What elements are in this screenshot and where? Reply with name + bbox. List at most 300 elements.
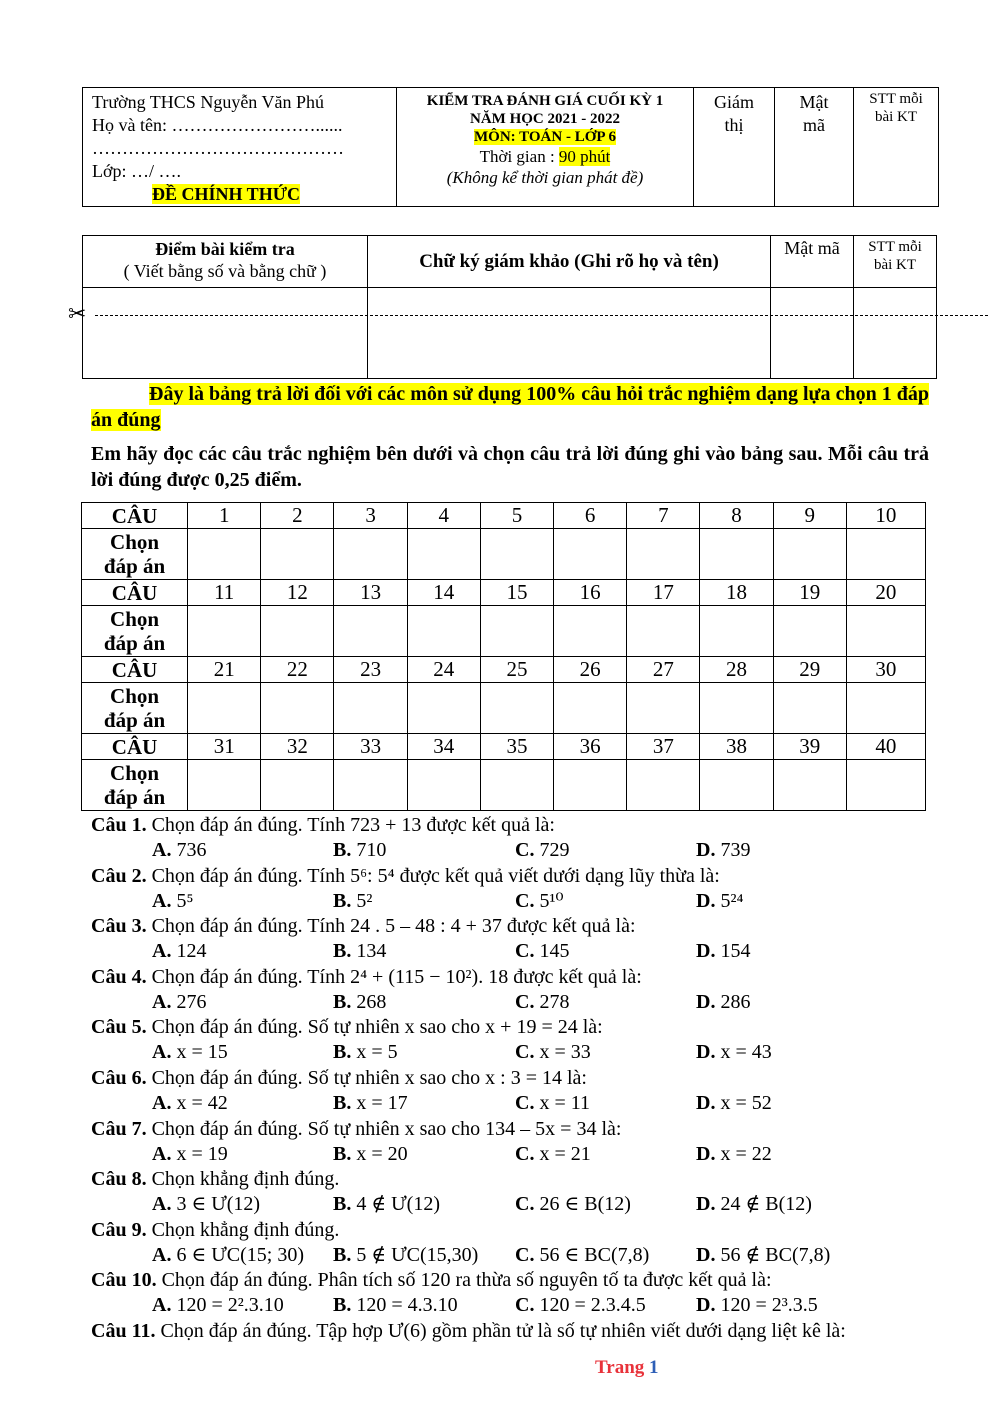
option-value: x = 17: [356, 1092, 408, 1114]
option-letter: D.: [696, 1243, 716, 1266]
question-label: Câu 6.: [91, 1067, 147, 1089]
option-letter: B.: [333, 1142, 352, 1165]
option-value: 120 = 2³.3.5: [720, 1294, 818, 1317]
stt-label: STT mỗi: [869, 91, 923, 107]
answer-cell[interactable]: [627, 683, 700, 734]
question-11: [91, 1319, 846, 1343]
answer-grid: [81, 502, 926, 811]
option-letter: B.: [333, 1243, 352, 1266]
question-number-cell: 4: [407, 503, 480, 529]
answer-label-line-2: đáp án: [103, 708, 166, 732]
scissors-icon: ✂: [68, 302, 87, 327]
option-b[interactable]: [333, 1091, 408, 1115]
question-text: Chọn đáp án đúng. Số tự nhiên x sao cho x : 3 = 14 là:: [146, 1067, 587, 1089]
question-number-row: [82, 580, 926, 606]
option-c[interactable]: [515, 1192, 631, 1216]
secret-input-cell[interactable]: [771, 288, 854, 379]
option-c[interactable]: [515, 889, 563, 913]
answer-cell[interactable]: [773, 760, 846, 811]
answer-cell[interactable]: [700, 606, 773, 657]
option-c[interactable]: [515, 838, 569, 862]
option-value: 3 ∈ Ư(12): [176, 1193, 261, 1216]
option-a[interactable]: [152, 1040, 228, 1064]
answer-cell[interactable]: [554, 760, 627, 811]
examiner-label: Giám: [714, 92, 754, 112]
question-number-cell: 29: [773, 657, 846, 683]
option-letter: D.: [696, 1041, 716, 1064]
question-label: Câu 3.: [91, 915, 147, 938]
option-letter: C.: [515, 889, 535, 912]
option-letter: B.: [333, 1041, 352, 1064]
answer-cell[interactable]: [480, 683, 553, 734]
option-value: 154: [720, 940, 751, 963]
answer-cell[interactable]: [334, 760, 407, 811]
score-table: [82, 235, 937, 379]
option-d[interactable]: [696, 939, 750, 963]
answer-cell[interactable]: [261, 683, 334, 734]
question-number-cell: 28: [700, 657, 773, 683]
option-value: 120 = 4.3.10: [356, 1294, 458, 1317]
option-letter: C.: [515, 990, 535, 1013]
answer-row: [82, 606, 926, 657]
option-letter: C.: [515, 1041, 535, 1064]
option-value: 286: [720, 990, 751, 1013]
option-value: 56 ∉ BC(7,8): [720, 1243, 831, 1266]
stt-input-cell[interactable]: [854, 288, 937, 379]
option-letter: B.: [333, 889, 352, 912]
option-c[interactable]: [515, 1142, 591, 1166]
option-letter: B.: [333, 839, 352, 861]
question-text: Chọn đáp án đúng. Tính 24 . 5 – 48 : 4 + 37 được kết quả là:: [146, 915, 636, 938]
class-line: Lớp: …/ ….: [92, 161, 182, 181]
option-value: 278: [539, 990, 570, 1013]
secret-code-cell: [775, 88, 854, 207]
answer-cell[interactable]: [188, 683, 261, 734]
option-letter: D.: [696, 940, 716, 963]
option-value: 736: [176, 839, 207, 861]
answer-cell[interactable]: [407, 606, 480, 657]
student-info-cell: [83, 88, 397, 207]
option-b[interactable]: [333, 1192, 440, 1216]
answer-cell[interactable]: [261, 606, 334, 657]
page-word: Trang: [595, 1357, 650, 1378]
question-number-cell: 33: [334, 734, 407, 760]
instruction-text: Em hãy đọc các câu trắc nghiệm bên dưới và chọn câu trả lời đúng ghi vào bảng sau. Mỗi câu trả lời đúng được 0,25 điểm.: [91, 443, 929, 491]
question-2: [91, 864, 720, 888]
option-a[interactable]: [152, 939, 206, 963]
option-letter: A.: [152, 1092, 172, 1114]
question-number-cell: 38: [700, 734, 773, 760]
page-footer: [595, 1357, 659, 1379]
option-letter: A.: [152, 1294, 172, 1317]
cut-line: [95, 315, 988, 316]
option-value: x = 11: [539, 1092, 590, 1114]
question-label: Câu 8.: [91, 1168, 147, 1191]
question-number-cell: 3: [334, 503, 407, 529]
notice-paragraph: [91, 381, 929, 433]
option-c[interactable]: [515, 939, 569, 963]
option-a[interactable]: [152, 1142, 228, 1166]
question-number-cell: 23: [334, 657, 407, 683]
option-letter: D.: [696, 1294, 716, 1317]
question-text: Chọn đáp án đúng. Số tự nhiên x sao cho 134 – 5x = 34 là:: [146, 1117, 622, 1140]
question-1: [91, 813, 555, 837]
option-a[interactable]: [152, 1293, 284, 1317]
question-number-cell: 34: [407, 734, 480, 760]
stt-header-label-2: bài KT: [873, 257, 917, 273]
answer-row: [82, 760, 926, 811]
option-c[interactable]: [515, 1040, 591, 1064]
option-letter: B.: [333, 1294, 352, 1317]
question-number-cell: 36: [554, 734, 627, 760]
option-value: 4 ∉ Ư(12): [356, 1193, 440, 1216]
question-text: Chọn đáp án đúng. Số tự nhiên x sao cho x + 19 = 24 là:: [146, 1016, 603, 1039]
answer-cell[interactable]: [773, 683, 846, 734]
option-letter: A.: [152, 1142, 172, 1165]
option-a[interactable]: [152, 889, 193, 913]
question-label: Câu 11.: [91, 1320, 156, 1342]
question-number-cell: 6: [554, 503, 627, 529]
question-label: Câu 1.: [91, 814, 147, 836]
option-d[interactable]: [696, 1091, 772, 1115]
answer-cell[interactable]: [846, 760, 925, 811]
question-text: Chọn khẳng định đúng.: [146, 1218, 340, 1241]
dots-line: ……………………………………: [92, 138, 344, 158]
option-letter: D.: [696, 1142, 716, 1165]
option-value: x = 42: [176, 1092, 228, 1114]
question-text: Chọn đáp án đúng. Tập hợp Ư(6) gồm phần tử là số tự nhiên viết dưới dạng liệt kê là:: [155, 1320, 846, 1342]
time-note: (Không kể thời gian phát đề): [446, 168, 644, 187]
option-letter: B.: [333, 1193, 352, 1216]
student-name-line: Họ và tên: ……………………......: [92, 115, 343, 135]
question-number-cell: 25: [480, 657, 553, 683]
answer-label-line-2: đáp án: [103, 554, 166, 578]
answer-cell[interactable]: [261, 760, 334, 811]
question-number-cell: 19: [773, 580, 846, 606]
question-5: [91, 1015, 603, 1039]
answer-row: [82, 683, 926, 734]
row-label: CÂU: [82, 580, 188, 606]
answer-label: [82, 760, 188, 811]
option-value: 124: [176, 940, 207, 963]
option-value: 5²⁴: [720, 889, 744, 912]
answer-label: [82, 606, 188, 657]
option-b[interactable]: [333, 1142, 408, 1166]
question-number-row: [82, 734, 926, 760]
question-text: Chọn đáp án đúng. Phân tích số 120 ra thừa số nguyên tố ta được kết quả là:: [156, 1269, 772, 1292]
examiner-cell: [694, 88, 775, 207]
option-value: 134: [356, 940, 387, 963]
answer-cell[interactable]: [334, 606, 407, 657]
question-6: [91, 1066, 587, 1090]
answer-cell[interactable]: [480, 760, 553, 811]
question-label: Câu 4.: [91, 965, 147, 988]
option-value: 5⁵: [176, 889, 194, 912]
option-letter: A.: [152, 990, 172, 1013]
option-letter: D.: [696, 839, 716, 861]
option-a[interactable]: [152, 838, 206, 862]
row-label: CÂU: [82, 657, 188, 683]
option-letter: A.: [152, 1193, 172, 1216]
answer-cell[interactable]: [700, 529, 773, 580]
question-label: Câu 7.: [91, 1117, 147, 1140]
option-value: 120 = 2.3.4.5: [539, 1294, 646, 1317]
stt-cell: [854, 88, 939, 207]
notice-text: Đây là bảng trả lời đối với các môn sử dụng 100% câu hỏi trắc nghiệm dạng lựa chọn 1 đáp án đúng: [91, 383, 929, 431]
secret-code-label-2: mã: [803, 115, 825, 135]
question-text: Chọn đáp án đúng. Tính 2⁴ + (115 − 10²). 18 được kết quả là:: [146, 965, 642, 988]
answer-cell[interactable]: [700, 683, 773, 734]
question-label: Câu 9.: [91, 1218, 147, 1241]
question-number-row: [82, 657, 926, 683]
option-letter: C.: [515, 839, 535, 861]
option-letter: B.: [333, 1092, 352, 1114]
question-label: Câu 5.: [91, 1016, 147, 1039]
exam-info-cell: [397, 88, 694, 207]
answer-cell[interactable]: [407, 760, 480, 811]
question-number-cell: 32: [261, 734, 334, 760]
option-letter: C.: [515, 940, 535, 963]
question-number-cell: 20: [846, 580, 925, 606]
answer-cell[interactable]: [480, 529, 553, 580]
option-letter: D.: [696, 1092, 716, 1114]
score-header-cell: [83, 236, 368, 288]
answer-cell[interactable]: [334, 529, 407, 580]
answer-cell[interactable]: [554, 529, 627, 580]
page-number: 1: [649, 1357, 659, 1378]
option-d[interactable]: [696, 838, 750, 862]
answer-cell[interactable]: [554, 683, 627, 734]
question-text: Chọn khẳng định đúng.: [146, 1168, 340, 1191]
option-d[interactable]: [696, 1192, 812, 1216]
answer-cell[interactable]: [480, 606, 553, 657]
question-number-cell: 22: [261, 657, 334, 683]
option-value: 729: [539, 839, 570, 861]
option-letter: A.: [152, 940, 172, 963]
question-number-cell: 1: [188, 503, 261, 529]
stt-header-label: STT mỗi: [868, 239, 922, 255]
question-number-row: [82, 503, 926, 529]
question-number-cell: 7: [627, 503, 700, 529]
option-letter: C.: [515, 1243, 535, 1266]
option-letter: A.: [152, 1243, 172, 1266]
question-text: Chọn đáp án đúng. Tính 723 + 13 được kết quả là:: [146, 814, 555, 836]
answer-label-line-1: Chọn: [110, 530, 160, 554]
exam-title: KIỂM TRA ĐÁNH GIÁ CUỐI KỲ 1: [426, 93, 664, 109]
question-number-cell: 27: [627, 657, 700, 683]
answer-cell[interactable]: [407, 683, 480, 734]
option-letter: C.: [515, 1092, 535, 1114]
subject: MÔN: TOÁN - LỚP 6: [474, 129, 616, 145]
option-d[interactable]: [696, 1040, 772, 1064]
option-a[interactable]: [152, 1243, 304, 1267]
question-10: [91, 1268, 772, 1292]
question-number-cell: 21: [188, 657, 261, 683]
option-a[interactable]: [152, 990, 206, 1014]
answer-cell[interactable]: [846, 606, 925, 657]
question-number-cell: 11: [188, 580, 261, 606]
header-table: [82, 87, 939, 207]
question-number-cell: 39: [773, 734, 846, 760]
option-value: 268: [356, 990, 387, 1013]
answer-cell[interactable]: [188, 760, 261, 811]
question-number-cell: 5: [480, 503, 553, 529]
option-value: x = 22: [720, 1142, 772, 1165]
answer-cell[interactable]: [700, 760, 773, 811]
option-b[interactable]: [333, 838, 386, 862]
row-label: CÂU: [82, 503, 188, 529]
option-d[interactable]: [696, 1142, 772, 1166]
option-b[interactable]: [333, 1293, 458, 1317]
option-value: x = 19: [176, 1142, 228, 1165]
option-value: 6 ∈ ƯC(15; 30): [176, 1243, 304, 1266]
option-letter: D.: [696, 1193, 716, 1216]
option-b[interactable]: [333, 990, 386, 1014]
option-b[interactable]: [333, 939, 386, 963]
question-number-cell: 15: [480, 580, 553, 606]
examiner-label-2: thị: [724, 115, 744, 135]
school-name: Trường THCS Nguyễn Văn Phú: [92, 92, 324, 112]
option-c[interactable]: [515, 1293, 646, 1317]
school-year: NĂM HỌC 2021 - 2022: [470, 111, 620, 127]
question-4: [91, 965, 642, 989]
answer-cell[interactable]: [773, 606, 846, 657]
question-label: Câu 10.: [91, 1269, 157, 1292]
question-3: [91, 914, 636, 938]
answer-cell[interactable]: [334, 683, 407, 734]
question-number-cell: 24: [407, 657, 480, 683]
option-value: x = 21: [539, 1142, 591, 1165]
question-7: [91, 1117, 621, 1141]
question-number-cell: 30: [846, 657, 925, 683]
option-letter: D.: [696, 889, 716, 912]
answer-label-line-1: Chọn: [110, 761, 160, 785]
answer-label-line-1: Chọn: [110, 684, 160, 708]
option-c[interactable]: [515, 990, 569, 1014]
question-number-cell: 2: [261, 503, 334, 529]
question-number-cell: 8: [700, 503, 773, 529]
answer-cell[interactable]: [627, 760, 700, 811]
answer-cell[interactable]: [773, 529, 846, 580]
row-label: CÂU: [82, 734, 188, 760]
secret-header: Mật mã: [771, 236, 854, 288]
option-b[interactable]: [333, 889, 372, 913]
time-label: Thời gian :: [479, 147, 559, 166]
option-c[interactable]: [515, 1091, 590, 1115]
answer-label: [82, 683, 188, 734]
option-b[interactable]: [333, 1243, 478, 1267]
option-value: 276: [176, 990, 207, 1013]
option-value: x = 15: [176, 1041, 228, 1064]
score-input-cell[interactable]: [83, 288, 368, 379]
score-title: Điểm bài kiểm tra: [155, 239, 295, 259]
answer-cell[interactable]: [188, 606, 261, 657]
answer-cell[interactable]: [846, 529, 925, 580]
option-c[interactable]: [515, 1243, 649, 1267]
option-value: x = 43: [720, 1041, 772, 1064]
option-a[interactable]: [152, 1192, 260, 1216]
option-letter: C.: [515, 1142, 535, 1165]
option-letter: A.: [152, 1041, 172, 1064]
score-subtitle: ( Viết bằng số và bằng chữ ): [123, 261, 327, 281]
answer-row: [82, 529, 926, 580]
question-number-cell: 10: [846, 503, 925, 529]
option-value: 145: [539, 940, 570, 963]
answer-label-line-2: đáp án: [103, 785, 166, 809]
question-number-cell: 12: [261, 580, 334, 606]
option-d[interactable]: [696, 1243, 830, 1267]
question-9: [91, 1218, 339, 1242]
option-d[interactable]: [696, 1293, 818, 1317]
question-number-cell: 37: [627, 734, 700, 760]
stt-label-2: bài KT: [874, 109, 918, 125]
answer-label-line-1: Chọn: [110, 607, 160, 631]
option-letter: D.: [696, 990, 716, 1013]
question-text: Chọn đáp án đúng. Tính 5⁶: 5⁴ được kết quả viết dưới dạng lũy thừa là:: [146, 864, 720, 887]
option-d[interactable]: [696, 990, 750, 1014]
question-number-cell: 16: [554, 580, 627, 606]
answer-cell[interactable]: [261, 529, 334, 580]
question-number-cell: 9: [773, 503, 846, 529]
option-d[interactable]: [696, 889, 743, 913]
question-number-cell: 40: [846, 734, 925, 760]
option-value: x = 5: [356, 1041, 398, 1064]
option-letter: C.: [515, 1193, 535, 1216]
option-value: 24 ∉ B(12): [720, 1193, 812, 1216]
option-b[interactable]: [333, 1040, 398, 1064]
option-value: 5¹⁰: [539, 889, 564, 912]
time-value: 90 phút: [558, 147, 611, 166]
answer-cell[interactable]: [554, 606, 627, 657]
question-8: [91, 1167, 339, 1191]
answer-cell[interactable]: [407, 529, 480, 580]
question-number-cell: 26: [554, 657, 627, 683]
question-number-cell: 14: [407, 580, 480, 606]
option-value: 739: [720, 839, 751, 861]
signature-input-cell[interactable]: [368, 288, 771, 379]
option-value: x = 52: [720, 1092, 772, 1114]
option-letter: B.: [333, 940, 352, 963]
answer-cell[interactable]: [846, 683, 925, 734]
option-letter: C.: [515, 1294, 535, 1317]
question-number-cell: 35: [480, 734, 553, 760]
answer-cell[interactable]: [627, 529, 700, 580]
option-value: x = 20: [356, 1142, 408, 1165]
stt-header: [854, 236, 937, 288]
answer-cell[interactable]: [627, 606, 700, 657]
option-value: 120 = 2².3.10: [176, 1294, 284, 1317]
option-value: x = 33: [539, 1041, 591, 1064]
question-number-cell: 13: [334, 580, 407, 606]
option-value: 5 ∉ ƯC(15,30): [356, 1243, 479, 1266]
question-number-cell: 31: [188, 734, 261, 760]
option-value: 56 ∈ BC(7,8): [539, 1243, 650, 1266]
option-value: 26 ∈ B(12): [539, 1193, 631, 1216]
option-value: 5²: [356, 889, 373, 912]
option-letter: B.: [333, 990, 352, 1013]
option-value: 710: [356, 839, 387, 861]
signature-header: Chữ ký giám khảo (Ghi rõ họ và tên): [368, 236, 771, 288]
answer-cell[interactable]: [188, 529, 261, 580]
question-number-cell: 17: [627, 580, 700, 606]
answer-label-line-2: đáp án: [103, 631, 166, 655]
option-a[interactable]: [152, 1091, 228, 1115]
secret-code-label: Mật: [799, 92, 829, 112]
official-label: ĐỀ CHÍNH THỨC: [152, 184, 301, 204]
option-letter: A.: [152, 889, 172, 912]
answer-label: [82, 529, 188, 580]
question-number-cell: 18: [700, 580, 773, 606]
